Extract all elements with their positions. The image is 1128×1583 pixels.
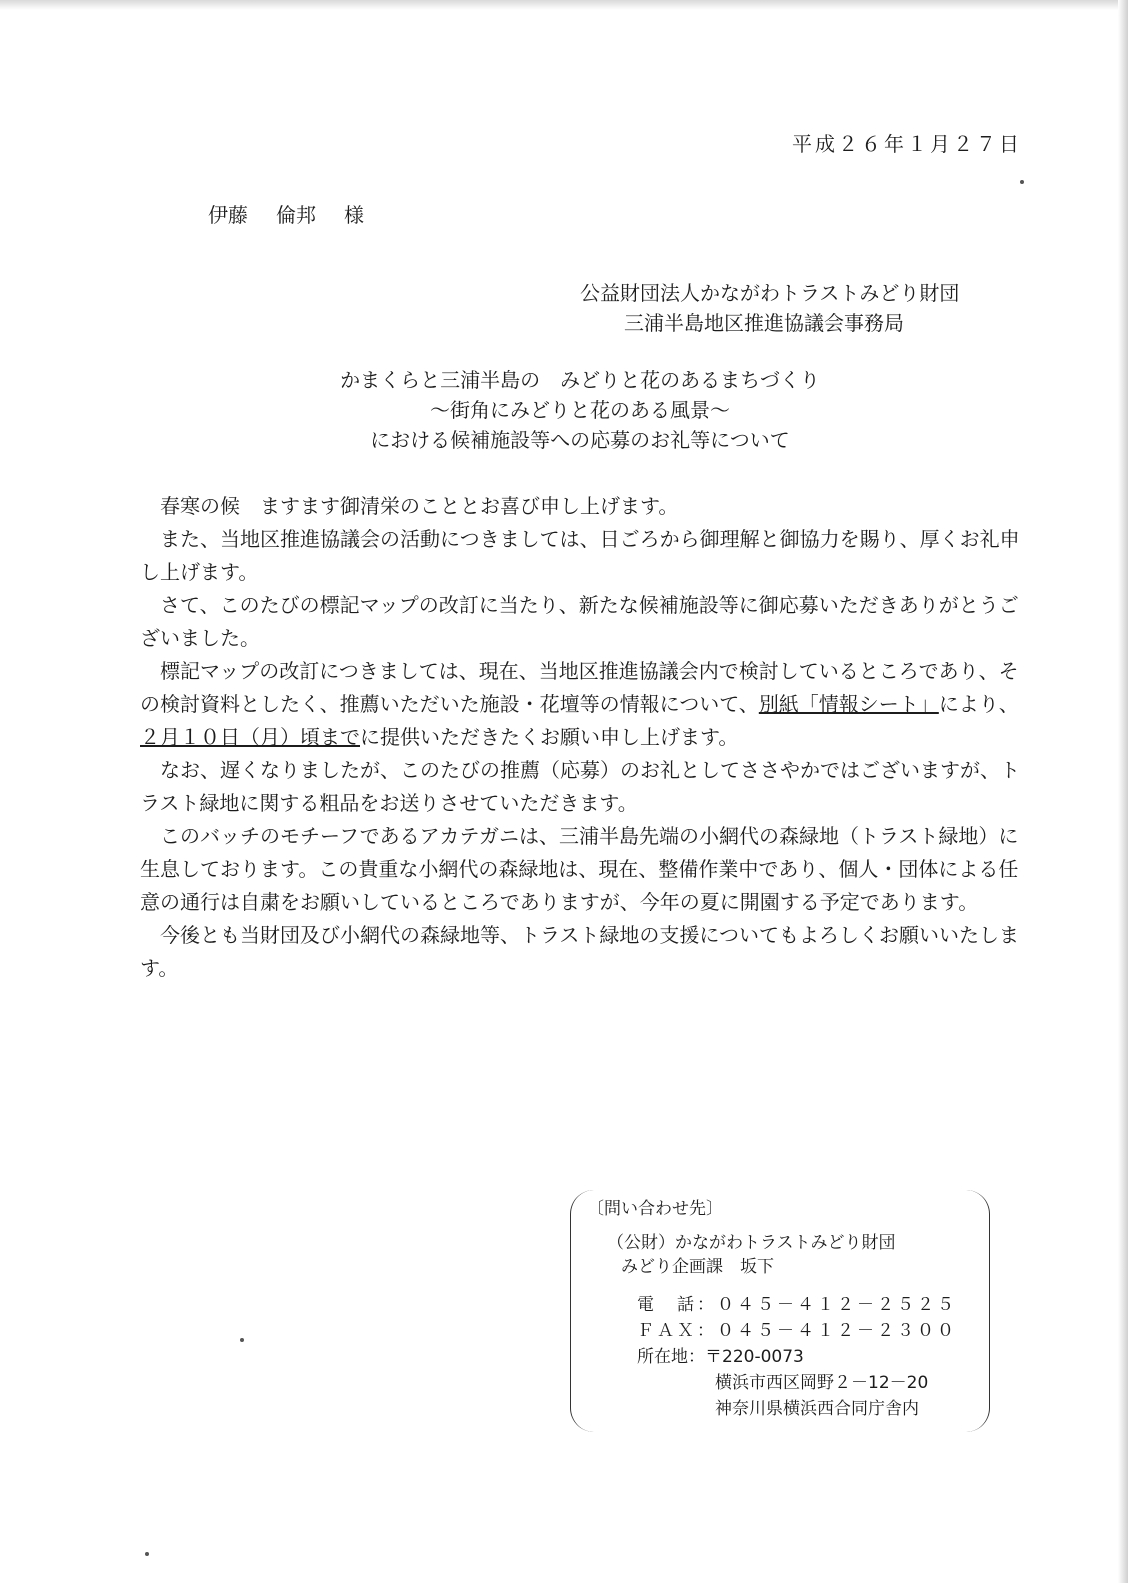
scan-speck [145, 1552, 149, 1556]
scan-edge-top [0, 0, 1128, 10]
paragraph-application: さて、このたびの標記マップの改訂に当たり、新たな候補施設等に御応募いただきありがとうございました。 [140, 593, 1019, 650]
contact-fax: ＦＡＸ：０４５－４１２－２３００ [637, 1321, 957, 1341]
paragraph-thanks: また、当地区推進協議会の活動につきましては、日ごろから御理解と御協力を賜り、厚くお礼申し上げます。 [140, 527, 1020, 584]
scan-speck [1020, 180, 1024, 184]
contact-department: みどり企画課 坂下 [621, 1257, 774, 1277]
paragraph-greeting: 春寒の候 ますます御清栄のこととお喜び申し上げます。 [160, 494, 679, 518]
sender-office: 三浦半島地区推進協議会事務局 [624, 311, 904, 335]
recipient-given-name: 倫邦 [276, 203, 316, 227]
paragraph-badge: このバッチのモチーフであるアカテガニは、三浦半島先端の小網代の森緑地（トラスト緑地）に生息しております。この貴重な小網代の森緑地は、現在、整備作業中であり、個人・団体による任意の通行は自粛をお願いしているところでありますが、今年の夏に開園する予定であります。 [140, 824, 1019, 914]
request-text-a: 標記マップの改訂につきましては、現在、当地区推進協議会内で検討しているところであり、その検討資料としたく、推薦いただいた施設・花壇等の情報について、 [140, 659, 1019, 716]
contact-box [570, 1190, 990, 1432]
subject-line-3: における候補施設等への応募のお礼等について [370, 428, 790, 452]
contact-address: 所在地：〒220-0073 [637, 1347, 804, 1367]
paragraph-gift: なお、遅くなりましたが、このたびの推薦（応募）のお礼としてささやかではございますが、トラスト緑地に関する粗品をお送りさせていただきます。 [140, 758, 1020, 815]
contact-address-line-3: 神奈川県横浜西合同庁舎内 [715, 1399, 919, 1419]
paragraph-closing: 今後とも当財団及び小網代の森緑地等、トラスト緑地の支援についてもよろしくお願いいたします。 [140, 923, 1019, 980]
sender-organization: 公益財団法人かながわトラストみどり財団 [580, 281, 960, 305]
recipient-family-name: 伊藤 [208, 203, 248, 227]
letter-subject [290, 365, 870, 455]
recipient [208, 199, 392, 228]
deadline: ２月１０日（月）頃まで [140, 725, 360, 749]
scan-speck [240, 1338, 244, 1342]
letter-body [140, 490, 1020, 985]
subject-line-1: かまくらと三浦半島の みどりと花のあるまちづくり [340, 368, 820, 392]
recipient-honorific: 様 [344, 203, 364, 227]
subject-line-2: ～街角にみどりと花のある風景～ [430, 398, 730, 422]
scan-edge-right [1118, 0, 1128, 1583]
contact-address-line-2: 横浜市西区岡野２－12－20 [715, 1373, 929, 1393]
letter-date: 平成２６年１月２７日 [792, 132, 1022, 156]
contact-phone: 電 話：０４５－４１２－２５２５ [637, 1295, 957, 1315]
contact-heading: 〔問い合わせ先〕 [587, 1199, 723, 1219]
request-text-b: により、 [938, 692, 1019, 716]
sender-block [580, 278, 1020, 338]
info-sheet-reference: 別紙「情報シート」 [758, 692, 939, 716]
contact-organization: （公財）かながわトラストみどり財団 [607, 1233, 896, 1253]
request-text-c: に提供いただきたくお願い申し上げます。 [360, 725, 739, 749]
paragraph-request [140, 655, 1020, 754]
